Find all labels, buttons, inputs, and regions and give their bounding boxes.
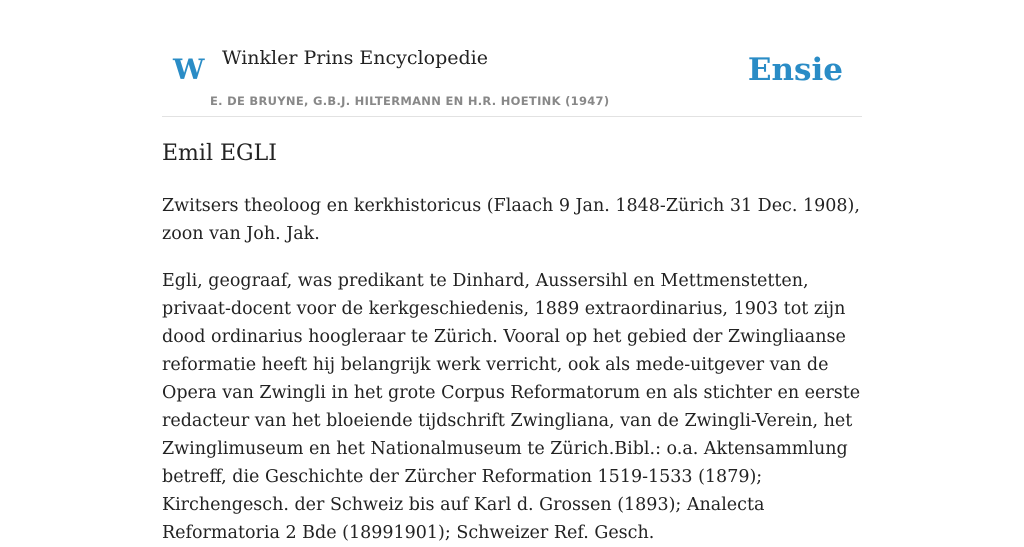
article-title: Emil EGLI [162, 141, 277, 166]
book-title[interactable]: Winkler Prins Encyclopedie [222, 47, 488, 69]
logo-letter[interactable]: W [173, 53, 205, 86]
article-paragraph: Egli, geograaf, was predikant te Dinhard, Aussersihl en Mettmenstetten, privaat-docent voor de kerkgeschiedenis, 1889 extraordinarius, 1903 tot zijn dood ordinarius hoogleraar te Zürich. Vooral op het gebied der Zwingliaanse reformatie heeft hij belangrijk werk verricht, ook als mede-uitgever van de Opera van Zwingli in het grote Corpus Reformatorum en als stichter en eerste redacteur van het bloeiende tijdschrift Zwingliana, van de Zwingli-Verein, het Zwinglimuseum en het Nationalmuseum te Zürich.Bibl.: o.a. Aktensammlung betreff, die Geschichte der Zürcher Reformation 1519-1533 (1879); Kirchengesch. der Schweiz bis auf Karl d. Grossen (1893); Analecta Reformatoria 2 Bde (18991901); Schweizer Ref. Gesch. [162, 271, 861, 543]
book-authors: E. DE BRUYNE, G.B.J. HILTERMANN EN H.R. HOETINK (1947) [210, 94, 610, 108]
article [162, 138, 862, 547]
ensie-logo[interactable]: Ensie [747, 52, 843, 88]
article-paragraph: Zwitsers theoloog en kerkhistoricus (Flaach 9 Jan. 1848-Zürich 31 Dec. 1908), zoon van Joh. Jak. [162, 196, 860, 244]
site-header [162, 0, 862, 117]
